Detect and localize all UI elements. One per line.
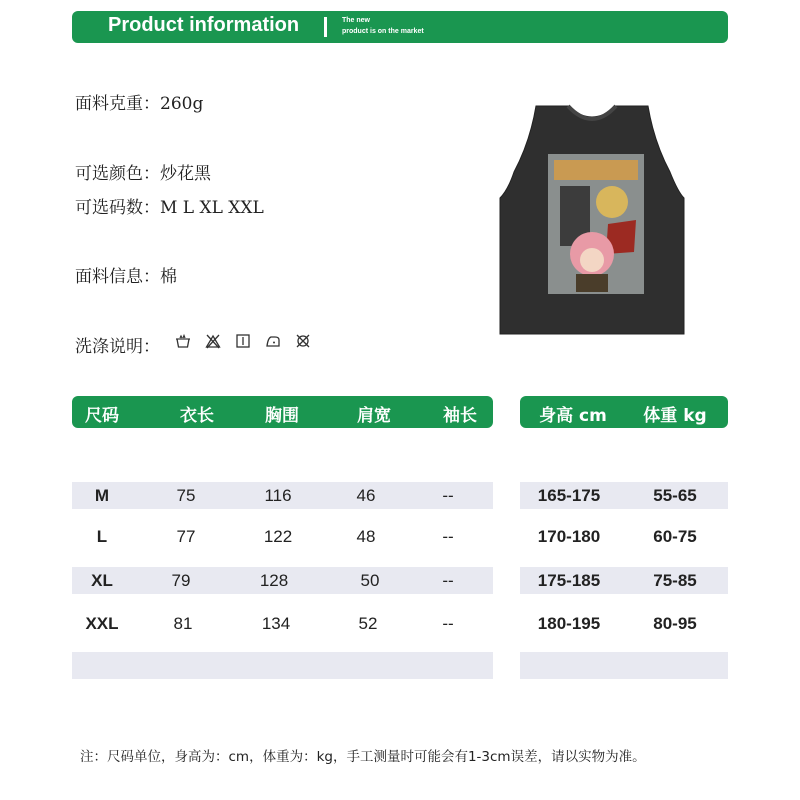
shoulder-cell: 52 <box>358 614 378 633</box>
header-sleeve: 袖长 <box>443 406 477 426</box>
header-chest: 胸围 <box>265 406 299 426</box>
chest-cell: 128 <box>259 571 289 590</box>
size-options: 可选码数：M L XL XXL <box>75 198 264 218</box>
header-banner <box>72 11 728 43</box>
chest-cell: 122 <box>263 527 293 546</box>
no-bleach-icon <box>205 333 221 349</box>
header-size: 尺码 <box>85 406 119 426</box>
height-cell: 175-185 <box>537 571 601 590</box>
care-icons <box>175 333 311 349</box>
sleeve-cell: -- <box>442 486 454 505</box>
header-weight: 体重 kg <box>643 406 707 426</box>
sleeve-cell: -- <box>442 527 454 546</box>
weight-cell: 55-65 <box>653 486 697 505</box>
fabric-material: 面料信息：棉 <box>75 267 177 287</box>
row-stripe <box>520 652 728 679</box>
no-dry-clean-icon <box>295 333 311 349</box>
size-cell: XL <box>91 571 113 590</box>
fit-table-header <box>520 396 728 428</box>
tumble-dry-icon <box>235 333 251 349</box>
banner-divider <box>324 17 327 37</box>
weight-cell: 60-75 <box>653 527 697 546</box>
header-height: 身高 cm <box>539 406 607 426</box>
size-table-header <box>72 396 493 428</box>
banner-subtitle-line1: The new <box>342 17 371 24</box>
banner-subtitle-line2: product is on the market <box>342 28 424 35</box>
weight-cell: 80-95 <box>653 614 697 633</box>
hand-wash-icon <box>175 333 191 349</box>
shoulder-cell: 46 <box>356 486 376 505</box>
size-cell: XXL <box>85 614 119 633</box>
sleeve-cell: -- <box>442 614 454 633</box>
fabric-weight: 面料克重：260g <box>75 94 204 114</box>
measurement-note: 注：尺码单位，身高为：cm，体重为：kg，手工测量时可能会有1-3cm误差，请以实物为准。 <box>80 749 646 765</box>
shoulder-cell: 50 <box>360 571 380 590</box>
sleeve-cell: -- <box>442 571 454 590</box>
height-cell: 180-195 <box>537 614 601 633</box>
chest-cell: 134 <box>261 614 291 633</box>
iron-low-icon <box>265 333 281 349</box>
length-cell: 79 <box>171 571 191 590</box>
banner-subtitle <box>342 15 424 37</box>
length-cell: 81 <box>173 614 193 633</box>
size-cell: L <box>96 527 108 546</box>
care-label: 洗涤说明： <box>75 337 160 357</box>
height-cell: 170-180 <box>537 527 601 546</box>
banner-title: Product information <box>108 14 300 36</box>
header-length: 衣长 <box>180 406 214 426</box>
size-cell: M <box>94 486 110 505</box>
weight-cell: 75-85 <box>653 571 697 590</box>
length-cell: 77 <box>176 527 196 546</box>
shoulder-cell: 48 <box>356 527 376 546</box>
header-shoulder: 肩宽 <box>357 406 391 426</box>
chest-cell: 116 <box>264 486 292 505</box>
height-cell: 165-175 <box>537 486 601 505</box>
length-cell: 75 <box>176 486 196 505</box>
product-tank-top-image <box>496 102 688 338</box>
row-stripe <box>72 652 493 679</box>
color-options: 可选颜色：炒花黑 <box>75 164 211 184</box>
